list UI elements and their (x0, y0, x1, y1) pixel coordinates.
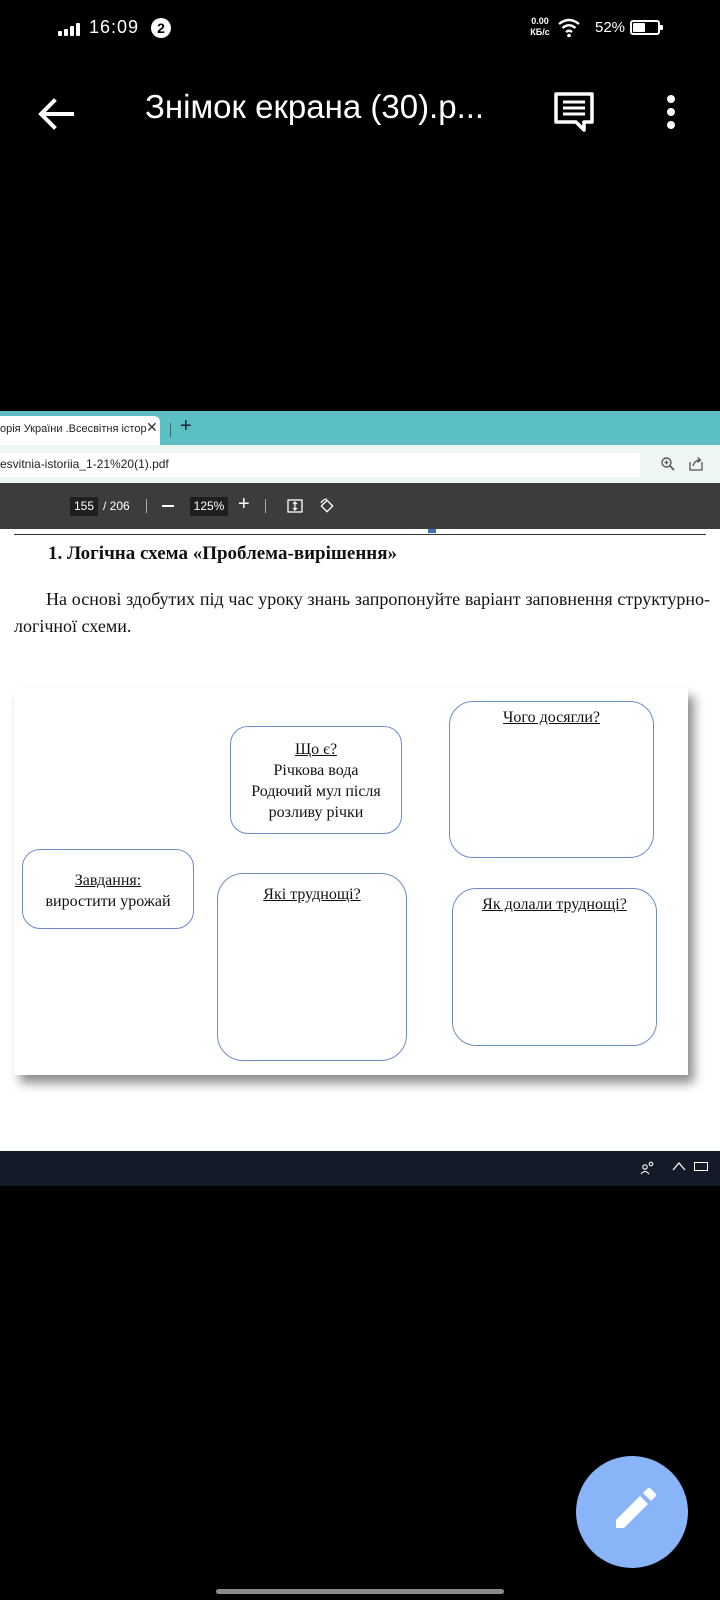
network-speed-unit: КБ/с (530, 27, 550, 37)
battery-icon (630, 20, 660, 35)
node-achieved-title: Чого досягли? (503, 709, 600, 726)
windows-taskbar (0, 1151, 720, 1186)
new-tab-icon[interactable]: + (180, 415, 192, 437)
zoom-level[interactable]: 125% (190, 497, 228, 516)
taskbar-battery-icon[interactable] (694, 1162, 708, 1171)
signal-icon (58, 22, 82, 36)
instruction-text: На основі здобутих під час уроку знань запропонуйте варіант заповнення структурно-логічної схеми. (14, 589, 710, 636)
node-what-exists-line: Річкова вода (273, 762, 359, 779)
pencil-icon (576, 1456, 688, 1568)
address-bar (0, 445, 720, 483)
tab-title: орія України .Всесвітня істор (0, 423, 147, 435)
notification-count-badge: 2 (151, 18, 171, 38)
clock: 16:09 (89, 17, 140, 37)
share-icon[interactable] (688, 456, 704, 472)
zoom-out-icon[interactable] (162, 505, 174, 507)
people-icon[interactable] (640, 1160, 656, 1176)
page-total: / 206 (103, 499, 130, 513)
node-what-exists-line: розливу річки (268, 804, 364, 821)
chevron-up-icon[interactable] (672, 1161, 686, 1171)
section-heading: 1. Логічна схема «Проблема-вирішення» (48, 543, 398, 564)
browser-tab[interactable] (0, 416, 160, 445)
pdf-page (0, 529, 720, 1129)
fit-page-icon[interactable] (287, 498, 303, 514)
node-what-exists-title: Що є? (294, 741, 338, 758)
back-arrow-icon[interactable] (34, 92, 78, 136)
node-overcome (452, 888, 657, 1046)
logic-diagram (14, 688, 688, 1075)
node-achieved (449, 701, 654, 858)
node-difficulties-title: Які труднощі? (263, 886, 361, 903)
gesture-navigation-bar[interactable] (216, 1589, 504, 1594)
zoom-icon[interactable] (660, 456, 676, 472)
node-task-title: Завдання: (74, 872, 142, 889)
close-tab-icon[interactable]: ✕ (146, 419, 158, 435)
node-what-exists-line: Родючий мул після (251, 783, 381, 800)
notes-icon[interactable] (552, 90, 596, 134)
pdf-toolbar (0, 483, 720, 529)
toolbar-divider (146, 499, 147, 513)
status-bar (0, 0, 720, 58)
node-what-exists (230, 726, 402, 834)
network-speed (522, 16, 558, 38)
battery-percent: 52% (595, 19, 626, 36)
url-text: esvitnia-istoriia_1-21%20(1).pdf (0, 457, 169, 471)
rotate-icon[interactable] (318, 497, 336, 515)
screenshot-image (0, 411, 720, 1186)
node-task-text: виростити урожай (45, 893, 171, 910)
divider-line (14, 534, 706, 535)
node-difficulties (217, 873, 407, 1061)
node-task (22, 849, 194, 929)
page-number-input[interactable]: 155 (70, 497, 98, 516)
file-title: Знімок екрана (30).p... (145, 88, 485, 125)
toolbar-divider (265, 499, 266, 513)
text-fragment (428, 529, 436, 533)
node-overcome-title: Як долали труднощі? (482, 896, 627, 913)
more-options-icon[interactable] (656, 90, 686, 134)
wifi-icon (558, 18, 580, 38)
edit-button[interactable] (576, 1456, 688, 1568)
network-speed-value: 0.00 (531, 16, 549, 26)
browser-tab-bar (0, 411, 720, 445)
zoom-in-icon[interactable]: + (238, 493, 250, 515)
tab-divider (170, 423, 171, 437)
url-field[interactable] (0, 453, 640, 477)
